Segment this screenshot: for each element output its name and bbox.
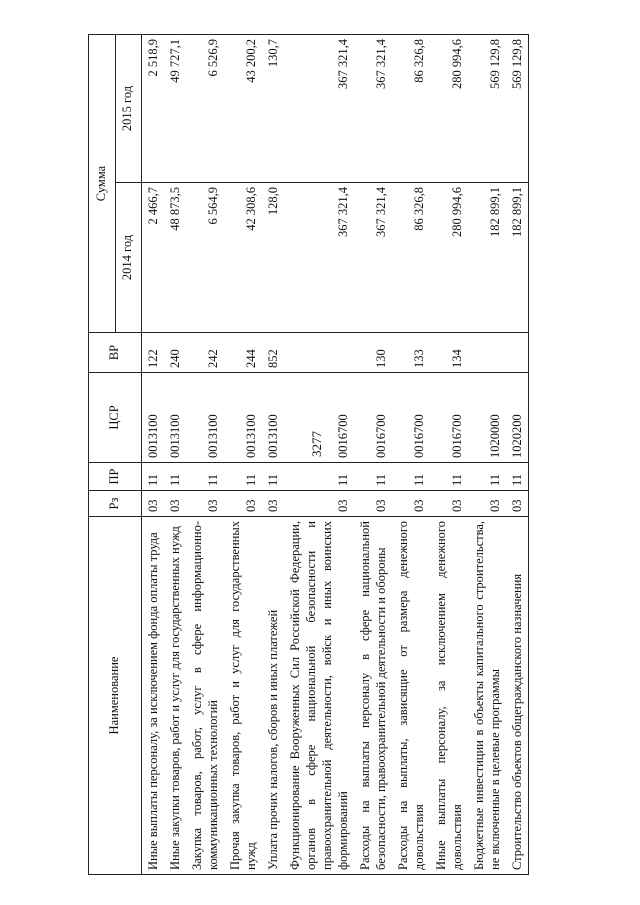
row-rz: 03 <box>468 491 506 517</box>
row-csr: 0016700 <box>284 373 354 463</box>
table-row <box>506 35 529 875</box>
row-name: Расходы на выплаты персоналу в сфере национальной безопасности, правоохранительной деятельности и обороны <box>354 517 392 875</box>
row-pr: 11 <box>164 463 186 491</box>
row-2014: 128,0 <box>262 183 284 333</box>
table-row <box>468 35 506 875</box>
row-csr: 0013100 <box>262 373 284 463</box>
row-2015: 569 129,8 <box>506 35 529 183</box>
row-rz: 03 <box>354 491 392 517</box>
row-2014: 2 466,7 <box>142 183 165 333</box>
row-rz: 03 <box>224 491 262 517</box>
table-row <box>284 35 354 875</box>
row-pr: 11 <box>186 463 224 491</box>
row-rz: 03 <box>262 491 284 517</box>
row-name: Иные выплаты персоналу, за исключением фонда оплаты труда <box>142 517 165 875</box>
row-vr <box>506 333 529 373</box>
row-name: Уплата прочих налогов, сборов и иных платежей <box>262 517 284 875</box>
row-pr: 11 <box>392 463 430 491</box>
row-2014: 280 994,6 <box>430 183 468 333</box>
page-number: 3277 <box>309 431 324 457</box>
row-name: Функционирование Вооруженных Сил Российской Федерации, органов в сфере национальной безопасности и правоохранительной деятельности, войск и иных воинских формирований <box>284 517 354 875</box>
header-vr: ВР <box>89 333 142 373</box>
row-pr: 11 <box>142 463 165 491</box>
row-vr: 130 <box>354 333 392 373</box>
row-vr <box>468 333 506 373</box>
row-pr: 11 <box>224 463 262 491</box>
row-name: Расходы на выплаты, зависящие от размера денежного довольствия <box>392 517 430 875</box>
row-name: Бюджетные инвестиции в объекты капитального строительства, не включенные в целевые программы <box>468 517 506 875</box>
row-csr: 1020200 <box>506 373 529 463</box>
row-csr: 0013100 <box>224 373 262 463</box>
row-pr: 11 <box>354 463 392 491</box>
row-2014: 182 899,1 <box>468 183 506 333</box>
row-csr: 1020000 <box>468 373 506 463</box>
table-row <box>262 35 284 875</box>
row-2015: 86 326,8 <box>392 35 430 183</box>
row-pr: 11 <box>468 463 506 491</box>
row-2015: 130,7 <box>262 35 284 183</box>
row-2014: 182 899,1 <box>506 183 529 333</box>
row-csr: 0013100 <box>142 373 165 463</box>
row-pr: 11 <box>284 463 354 491</box>
row-name: Строительство объектов общегражданского назначения <box>506 517 529 875</box>
row-2014: 367 321,4 <box>284 183 354 333</box>
header-pr: ПР <box>89 463 142 491</box>
row-vr: 134 <box>430 333 468 373</box>
row-pr: 11 <box>262 463 284 491</box>
row-pr: 11 <box>430 463 468 491</box>
table-row <box>224 35 262 875</box>
row-rz: 03 <box>142 491 165 517</box>
table-row <box>430 35 468 875</box>
header-rz: Рз <box>89 491 142 517</box>
row-2015: 49 727,1 <box>164 35 186 183</box>
row-vr: 852 <box>262 333 284 373</box>
header-2014: 2014 год <box>115 183 142 333</box>
row-2015: 280 994,6 <box>430 35 468 183</box>
row-name: Иные выплаты персоналу, за исключением денежного довольствия <box>430 517 468 875</box>
row-2014: 367 321,4 <box>354 183 392 333</box>
row-2014: 6 564,9 <box>186 183 224 333</box>
row-vr: 240 <box>164 333 186 373</box>
row-rz: 03 <box>186 491 224 517</box>
row-rz: 03 <box>430 491 468 517</box>
table-row <box>186 35 224 875</box>
row-2015: 2 518,9 <box>142 35 165 183</box>
rotated-page <box>88 30 610 875</box>
row-rz: 03 <box>506 491 529 517</box>
row-2014: 42 308,6 <box>224 183 262 333</box>
row-2015: 569 129,8 <box>468 35 506 183</box>
row-vr <box>284 333 354 373</box>
budget-table-container <box>88 30 610 875</box>
row-name: Иные закупки товаров, работ и услуг для государственных нужд <box>164 517 186 875</box>
header-2015: 2015 год <box>115 35 142 183</box>
header-sum: Сумма <box>89 35 116 333</box>
row-rz: 03 <box>164 491 186 517</box>
row-name: Закупка товаров, работ, услуг в сфере информационно-коммуникационных технологий <box>186 517 224 875</box>
row-2015: 6 526,9 <box>186 35 224 183</box>
row-vr: 242 <box>186 333 224 373</box>
table-row <box>354 35 392 875</box>
header-csr: ЦСР <box>89 373 142 463</box>
table-row <box>164 35 186 875</box>
header-name: Наименование <box>89 517 142 875</box>
row-pr: 11 <box>506 463 529 491</box>
budget-table <box>88 34 529 875</box>
row-csr: 0016700 <box>392 373 430 463</box>
row-csr: 0016700 <box>354 373 392 463</box>
row-2015: 43 200,2 <box>224 35 262 183</box>
row-vr: 133 <box>392 333 430 373</box>
row-2014: 48 873,5 <box>164 183 186 333</box>
row-rz: 03 <box>392 491 430 517</box>
row-vr: 244 <box>224 333 262 373</box>
row-vr: 122 <box>142 333 165 373</box>
table-row <box>142 35 165 875</box>
row-2015: 367 321,4 <box>354 35 392 183</box>
row-2015: 367 321,4 <box>284 35 354 183</box>
row-csr: 0013100 <box>186 373 224 463</box>
row-csr: 0013100 <box>164 373 186 463</box>
row-csr: 0016700 <box>430 373 468 463</box>
row-name: Прочая закупка товаров, работ и услуг для государственных нужд <box>224 517 262 875</box>
row-rz: 03 <box>284 491 354 517</box>
table-row <box>392 35 430 875</box>
row-2014: 86 326,8 <box>392 183 430 333</box>
